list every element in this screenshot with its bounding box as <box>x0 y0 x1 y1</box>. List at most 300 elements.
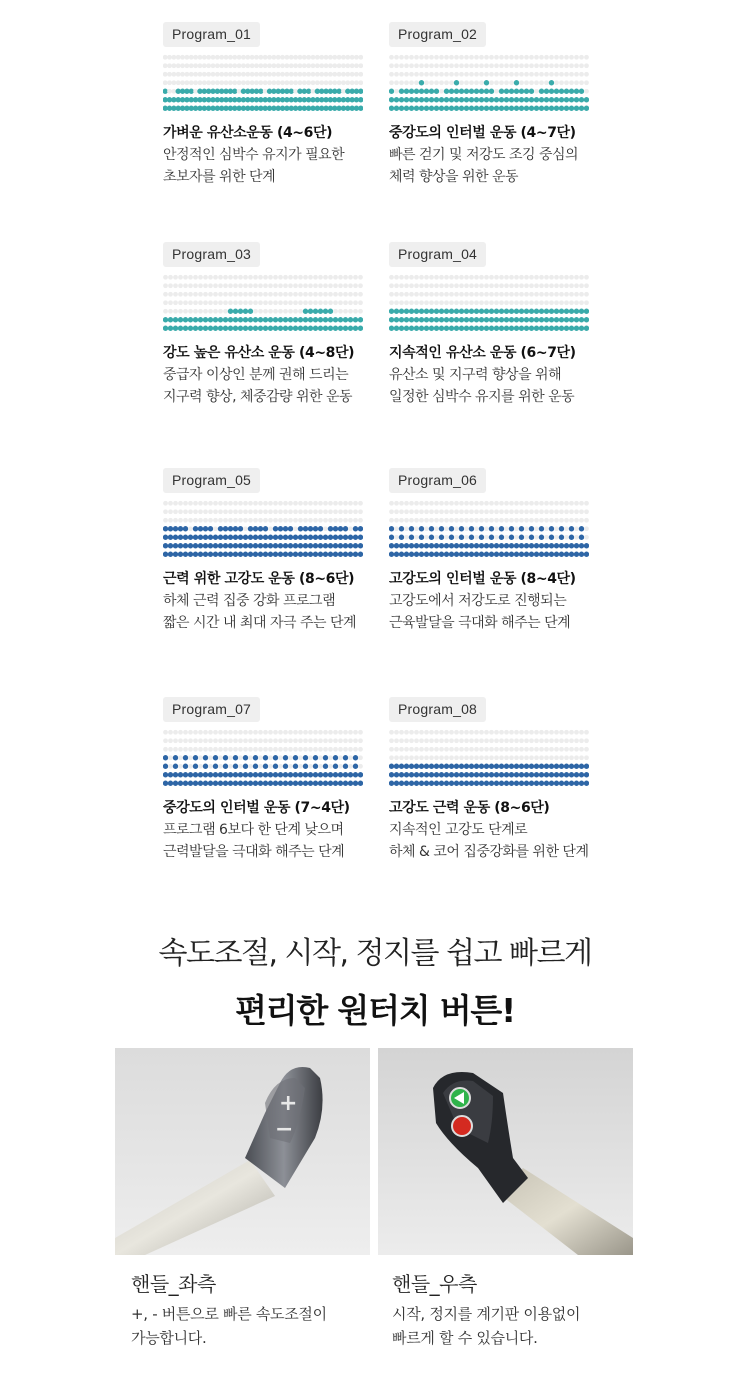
intensity-dot-filled <box>323 764 328 769</box>
intensity-dot-empty <box>394 283 399 288</box>
intensity-dot-empty <box>449 755 454 760</box>
intensity-dot-filled <box>303 543 308 548</box>
intensity-dot-empty <box>173 292 178 297</box>
intensity-dot-empty <box>399 300 404 305</box>
intensity-dot-empty <box>341 72 346 77</box>
intensity-dot-empty <box>489 63 494 68</box>
intensity-dot-empty <box>424 80 429 85</box>
intensity-dot-empty <box>228 275 233 280</box>
intensity-dot-empty <box>569 518 574 523</box>
intensity-dot-filled <box>539 535 544 540</box>
intensity-dot-filled <box>218 781 223 786</box>
intensity-dot-filled <box>484 326 489 331</box>
intensity-dot-empty <box>228 63 233 68</box>
intensity-dot-empty <box>509 518 514 523</box>
intensity-dot-empty <box>449 501 454 506</box>
intensity-dot-empty <box>306 80 311 85</box>
intensity-dot-filled <box>394 764 399 769</box>
intensity-dot-filled <box>198 543 203 548</box>
intensity-dot-empty <box>414 55 419 60</box>
intensity-dot-empty <box>394 55 399 60</box>
intensity-dot-filled <box>233 326 238 331</box>
intensity-dot-empty <box>343 730 348 735</box>
intensity-dot-empty <box>193 283 198 288</box>
intensity-dot-empty <box>358 292 363 297</box>
intensity-dot-empty <box>559 300 564 305</box>
intensity-dot-filled <box>188 552 193 557</box>
intensity-dot-filled <box>424 89 429 94</box>
intensity-dot-filled <box>348 326 353 331</box>
intensity-dot-filled <box>253 764 258 769</box>
intensity-dot-filled <box>336 89 341 94</box>
intensity-dot-empty <box>324 72 329 77</box>
intensity-dot-filled <box>524 543 529 548</box>
intensity-dot-filled <box>584 772 589 777</box>
intensity-dot-filled <box>178 526 183 531</box>
intensity-dot-empty <box>414 509 419 514</box>
intensity-dot-filled <box>409 764 414 769</box>
intensity-dot-empty <box>414 72 419 77</box>
intensity-dot-empty <box>332 72 337 77</box>
intensity-dot-empty <box>429 275 434 280</box>
intensity-dot-filled <box>499 106 504 111</box>
intensity-dot-empty <box>454 755 459 760</box>
intensity-dot-empty <box>208 755 213 760</box>
intensity-dot-filled <box>333 772 338 777</box>
intensity-dot-empty <box>178 747 183 752</box>
intensity-dot-empty <box>484 730 489 735</box>
intensity-dot-empty <box>298 764 303 769</box>
intensity-dot-filled <box>273 772 278 777</box>
intensity-dot-empty <box>504 63 509 68</box>
intensity-dot-empty <box>519 518 524 523</box>
intensity-dot-filled <box>579 772 584 777</box>
intensity-dot-filled <box>228 317 233 322</box>
intensity-dot-empty <box>444 518 449 523</box>
intensity-dot-filled <box>268 535 273 540</box>
intensity-dot-empty <box>358 300 363 305</box>
intensity-dot-filled <box>529 106 534 111</box>
intensity-dot-empty <box>273 509 278 514</box>
intensity-dot-empty <box>183 309 188 314</box>
intensity-dot-empty <box>424 535 429 540</box>
intensity-dot-empty <box>579 80 584 85</box>
intensity-dot-empty <box>439 747 444 752</box>
intensity-dot-empty <box>429 300 434 305</box>
intensity-dot-empty <box>394 518 399 523</box>
intensity-dot-filled <box>424 772 429 777</box>
intensity-dot-empty <box>278 509 283 514</box>
intensity-dot-empty <box>254 72 259 77</box>
intensity-dot-filled <box>323 326 328 331</box>
intensity-dot-filled <box>509 764 514 769</box>
intensity-dot-empty <box>409 738 414 743</box>
intensity-dot-filled <box>253 781 258 786</box>
intensity-dot-empty <box>343 518 348 523</box>
intensity-dot-filled <box>429 106 434 111</box>
intensity-dot-empty <box>439 55 444 60</box>
intensity-dot-filled <box>479 772 484 777</box>
intensity-dot-filled <box>213 755 218 760</box>
intensity-dot-filled <box>569 309 574 314</box>
intensity-dot-filled <box>454 772 459 777</box>
intensity-dot-filled <box>268 326 273 331</box>
intensity-dot-empty <box>434 535 439 540</box>
intensity-dot-filled <box>394 106 399 111</box>
intensity-dot-empty <box>539 747 544 752</box>
intensity-dot-empty <box>333 292 338 297</box>
intensity-dot-empty <box>343 509 348 514</box>
intensity-dot-filled <box>579 309 584 314</box>
intensity-dot-filled <box>273 326 278 331</box>
intensity-dot-empty <box>489 747 494 752</box>
intensity-dot-empty <box>243 518 248 523</box>
intensity-dot-empty <box>345 55 350 60</box>
intensity-dot-filled <box>429 543 434 548</box>
intensity-dot-filled <box>248 326 253 331</box>
intensity-dot-empty <box>474 509 479 514</box>
intensity-dot-empty <box>288 309 293 314</box>
intensity-dot-empty <box>278 501 283 506</box>
program-intensity-dots <box>163 53 363 113</box>
intensity-dot-filled <box>389 552 394 557</box>
intensity-dot-filled <box>208 781 213 786</box>
intensity-dot-empty <box>449 292 454 297</box>
intensity-dot-empty <box>504 275 509 280</box>
program-title: 가벼운 유산소운동 (4~6단) <box>163 124 333 141</box>
intensity-dot-empty <box>323 738 328 743</box>
intensity-dot-empty <box>434 518 439 523</box>
intensity-dot-empty <box>409 747 414 752</box>
intensity-dot-empty <box>213 292 218 297</box>
intensity-dot-empty <box>434 55 439 60</box>
intensity-dot-empty <box>219 55 224 60</box>
intensity-dot-empty <box>444 738 449 743</box>
intensity-dot-filled <box>243 755 248 760</box>
intensity-dot-empty <box>358 518 363 523</box>
intensity-dot-filled <box>549 317 554 322</box>
intensity-dot-empty <box>203 309 208 314</box>
intensity-dot-empty <box>248 292 253 297</box>
intensity-dot-empty <box>539 501 544 506</box>
intensity-dot-filled <box>348 543 353 548</box>
intensity-dot-filled <box>238 326 243 331</box>
intensity-dot-empty <box>208 275 213 280</box>
intensity-dot-filled <box>559 781 564 786</box>
intensity-dot-empty <box>544 526 549 531</box>
intensity-dot-filled <box>353 772 358 777</box>
intensity-dot-empty <box>338 300 343 305</box>
intensity-dot-empty <box>278 730 283 735</box>
intensity-dot-filled <box>534 552 539 557</box>
intensity-dot-empty <box>404 63 409 68</box>
intensity-dot-empty <box>337 80 342 85</box>
intensity-dot-empty <box>394 526 399 531</box>
intensity-dot-empty <box>198 509 203 514</box>
program-title: 중강도의 인터벌 운동 (7~4단) <box>163 799 350 816</box>
intensity-dot-empty <box>519 738 524 743</box>
intensity-dot-filled <box>484 80 489 85</box>
intensity-dot-filled <box>253 543 258 548</box>
intensity-dot-empty <box>389 275 394 280</box>
intensity-dot-empty <box>564 747 569 752</box>
intensity-dot-filled <box>469 772 474 777</box>
intensity-dot-empty <box>399 275 404 280</box>
intensity-dot-filled <box>193 781 198 786</box>
intensity-dot-filled <box>293 781 298 786</box>
intensity-dot-empty <box>479 730 484 735</box>
intensity-dot-filled <box>394 317 399 322</box>
intensity-dot-empty <box>254 80 259 85</box>
intensity-dot-empty <box>549 738 554 743</box>
intensity-dot-empty <box>203 738 208 743</box>
intensity-dot-filled <box>399 764 404 769</box>
intensity-dot-empty <box>248 755 253 760</box>
intensity-dot-empty <box>554 509 559 514</box>
intensity-dot-filled <box>434 106 439 111</box>
intensity-dot-filled <box>464 764 469 769</box>
intensity-dot-empty <box>404 55 409 60</box>
intensity-dot-filled <box>399 552 404 557</box>
intensity-dot-empty <box>233 738 238 743</box>
intensity-dot-empty <box>479 275 484 280</box>
intensity-dot-filled <box>238 309 243 314</box>
intensity-dot-empty <box>324 63 329 68</box>
intensity-dot-empty <box>404 755 409 760</box>
intensity-dot-empty <box>228 283 233 288</box>
intensity-dot-empty <box>524 300 529 305</box>
intensity-dot-filled <box>333 552 338 557</box>
intensity-dot-empty <box>494 292 499 297</box>
intensity-dot-filled <box>469 535 474 540</box>
intensity-dot-empty <box>494 72 499 77</box>
intensity-dot-filled <box>399 526 404 531</box>
intensity-dot-filled <box>258 781 263 786</box>
intensity-dot-empty <box>267 80 272 85</box>
intensity-dot-empty <box>302 80 307 85</box>
intensity-dot-empty <box>554 738 559 743</box>
intensity-dot-empty <box>524 275 529 280</box>
intensity-dot-filled <box>253 317 258 322</box>
intensity-dot-filled <box>404 772 409 777</box>
intensity-dot-empty <box>313 300 318 305</box>
intensity-dot-empty <box>564 738 569 743</box>
intensity-dot-empty <box>285 63 290 68</box>
intensity-dot-filled <box>188 543 193 548</box>
intensity-dot-filled <box>213 535 218 540</box>
intensity-dot-empty <box>584 755 589 760</box>
intensity-dot-filled <box>539 89 544 94</box>
intensity-dot-filled <box>579 317 584 322</box>
intensity-dot-filled <box>429 326 434 331</box>
intensity-dot-filled <box>228 552 233 557</box>
intensity-dot-empty <box>288 292 293 297</box>
intensity-dot-empty <box>308 275 313 280</box>
intensity-dot-empty <box>238 292 243 297</box>
intensity-dot-empty <box>584 509 589 514</box>
intensity-dot-filled <box>273 535 278 540</box>
intensity-dot-empty <box>178 300 183 305</box>
intensity-dot-empty <box>288 738 293 743</box>
intensity-dot-empty <box>211 55 216 60</box>
program-tag: Program_01 <box>163 22 260 47</box>
intensity-dot-empty <box>524 72 529 77</box>
intensity-dot-empty <box>233 747 238 752</box>
intensity-dot-empty <box>429 509 434 514</box>
intensity-dot-empty <box>273 501 278 506</box>
intensity-dot-filled <box>399 106 404 111</box>
intensity-dot-empty <box>303 518 308 523</box>
intensity-dot-filled <box>278 535 283 540</box>
intensity-dot-empty <box>454 730 459 735</box>
intensity-dot-empty <box>434 275 439 280</box>
program-intensity-dots <box>389 499 589 559</box>
intensity-dot-empty <box>348 283 353 288</box>
intensity-dot-empty <box>232 55 237 60</box>
intensity-dot-empty <box>167 72 172 77</box>
intensity-dot-filled <box>464 781 469 786</box>
intensity-dot-filled <box>484 317 489 322</box>
intensity-dot-empty <box>198 309 203 314</box>
intensity-dot-empty <box>293 80 298 85</box>
intensity-dot-empty <box>409 63 414 68</box>
intensity-dot-empty <box>178 764 183 769</box>
intensity-dot-empty <box>183 730 188 735</box>
intensity-dot-filled <box>459 326 464 331</box>
intensity-dot-empty <box>253 300 258 305</box>
intensity-dot-filled <box>509 552 514 557</box>
intensity-dot-filled <box>318 543 323 548</box>
intensity-dot-filled <box>499 89 504 94</box>
intensity-dot-filled <box>524 317 529 322</box>
intensity-dot-empty <box>444 755 449 760</box>
intensity-dot-empty <box>484 283 489 288</box>
intensity-dot-filled <box>454 317 459 322</box>
intensity-dot-empty <box>163 72 168 77</box>
intensity-dot-empty <box>173 309 178 314</box>
intensity-dot-empty <box>544 63 549 68</box>
intensity-dot-filled <box>338 326 343 331</box>
intensity-dot-filled <box>343 552 348 557</box>
intensity-dot-empty <box>534 509 539 514</box>
intensity-dot-filled <box>449 781 454 786</box>
intensity-dot-empty <box>258 309 263 314</box>
intensity-dot-empty <box>238 747 243 752</box>
intensity-dot-filled <box>223 526 228 531</box>
intensity-dot-empty <box>399 730 404 735</box>
intensity-dot-empty <box>439 72 444 77</box>
intensity-dot-empty <box>519 509 524 514</box>
intensity-dot-empty <box>414 501 419 506</box>
intensity-dot-filled <box>494 552 499 557</box>
intensity-dot-empty <box>163 55 168 60</box>
intensity-dot-filled <box>323 543 328 548</box>
intensity-dot-empty <box>559 55 564 60</box>
intensity-dot-empty <box>564 755 569 760</box>
intensity-dot-empty <box>504 509 509 514</box>
intensity-dot-empty <box>298 283 303 288</box>
intensity-dot-empty <box>358 509 363 514</box>
intensity-dot-empty <box>409 80 414 85</box>
intensity-dot-filled <box>454 106 459 111</box>
intensity-dot-filled <box>564 543 569 548</box>
intensity-dot-empty <box>308 283 313 288</box>
intensity-dot-empty <box>308 292 313 297</box>
intensity-dot-empty <box>203 730 208 735</box>
intensity-dot-filled <box>474 764 479 769</box>
intensity-dot-empty <box>584 55 589 60</box>
intensity-dot-filled <box>449 535 454 540</box>
intensity-dot-filled <box>263 317 268 322</box>
intensity-dot-filled <box>504 309 509 314</box>
intensity-dot-empty <box>449 300 454 305</box>
intensity-dot-filled <box>554 106 559 111</box>
intensity-dot-empty <box>514 72 519 77</box>
intensity-dot-empty <box>529 275 534 280</box>
intensity-dot-empty <box>283 309 288 314</box>
intensity-dot-empty <box>464 730 469 735</box>
intensity-dot-empty <box>268 300 273 305</box>
intensity-dot-empty <box>263 283 268 288</box>
intensity-dot-filled <box>514 764 519 769</box>
intensity-dot-empty <box>584 283 589 288</box>
intensity-dot-filled <box>389 309 394 314</box>
intensity-dot-empty <box>338 755 343 760</box>
intensity-dot-filled <box>288 526 293 531</box>
intensity-dot-filled <box>514 552 519 557</box>
intensity-dot-empty <box>539 518 544 523</box>
intensity-dot-filled <box>268 781 273 786</box>
intensity-dot-empty <box>504 80 509 85</box>
intensity-dot-empty <box>424 300 429 305</box>
intensity-dot-empty <box>328 72 333 77</box>
intensity-dot-filled <box>549 89 554 94</box>
intensity-dot-filled <box>434 781 439 786</box>
intensity-dot-empty <box>389 55 394 60</box>
intensity-dot-empty <box>534 275 539 280</box>
intensity-dot-empty <box>399 755 404 760</box>
intensity-dot-empty <box>303 275 308 280</box>
intensity-dot-empty <box>429 63 434 68</box>
intensity-dot-filled <box>549 764 554 769</box>
intensity-dot-empty <box>333 300 338 305</box>
intensity-dot-empty <box>298 309 303 314</box>
intensity-dot-empty <box>464 72 469 77</box>
intensity-dot-empty <box>499 730 504 735</box>
intensity-dot-empty <box>394 730 399 735</box>
intensity-dot-filled <box>404 309 409 314</box>
intensity-dot-empty <box>424 63 429 68</box>
intensity-dot-filled <box>519 309 524 314</box>
intensity-dot-empty <box>248 738 253 743</box>
intensity-dot-filled <box>579 543 584 548</box>
intensity-dot-empty <box>278 518 283 523</box>
intensity-dot-filled <box>298 772 303 777</box>
intensity-dot-empty <box>414 755 419 760</box>
intensity-dot-empty <box>308 300 313 305</box>
intensity-dot-filled <box>223 781 228 786</box>
intensity-dot-filled <box>293 543 298 548</box>
intensity-dot-empty <box>306 55 311 60</box>
intensity-dot-empty <box>424 72 429 77</box>
intensity-dot-filled <box>238 317 243 322</box>
intensity-dot-filled <box>343 326 348 331</box>
intensity-dot-empty <box>358 63 363 68</box>
intensity-dot-empty <box>285 55 290 60</box>
intensity-dot-empty <box>168 730 173 735</box>
intensity-dot-filled <box>534 326 539 331</box>
intensity-dot-empty <box>414 738 419 743</box>
